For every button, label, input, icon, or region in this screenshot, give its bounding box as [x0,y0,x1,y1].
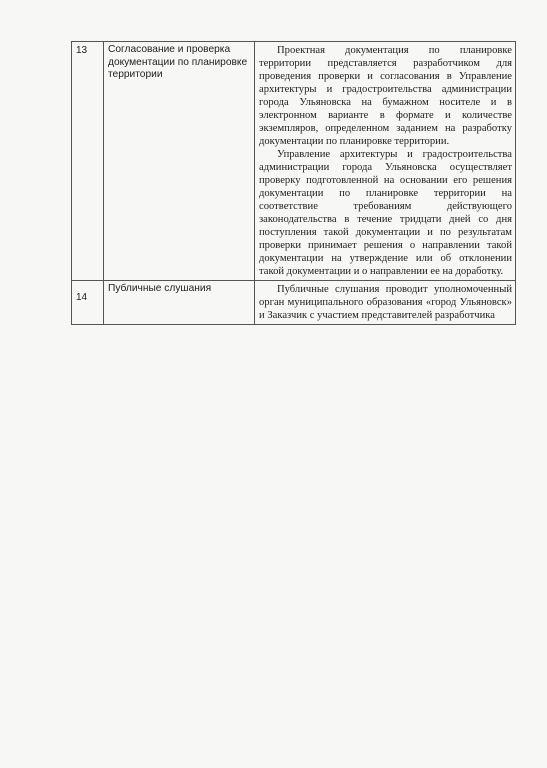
row-description [255,281,516,325]
description-paragraph: Управление архитектуры и градостроительства администрации города Ульяновска осуществляет проверку подготовленной на основании его решения документации по планировке территории на соответствие требованиям действующего законодательства в течение тридцати дней со дня поступления такой документации и по результатам проверки принимает решения о направлении такой документации на утверждение или об отклонении такой документации и о направлении ее на доработку. [259,149,512,277]
row-number: 14 [72,281,104,325]
table-row [72,281,516,325]
row-title: Публичные слушания [104,281,255,325]
row-number: 13 [72,42,104,281]
table-row [72,42,516,281]
row-description [255,42,516,281]
row-title: Согласование и проверка документации по планировке территории [104,42,255,281]
procedure-table [71,41,516,325]
description-paragraph: Проектная документация по планировке территории представляется разработчиком для проведения проверки и согласования в Управление архитектуры и градостроительства администрации города Ульяновска на бумажном носителе и в электронном варианте в формате и количестве экземпляров, определенном заданием на разработку документации по планировке территории. [259,45,512,147]
description-paragraph: Публичные слушания проводит уполномоченный орган муниципального образования «город Ульяновск» и Заказчик с участием представителей разработчика [259,284,512,321]
